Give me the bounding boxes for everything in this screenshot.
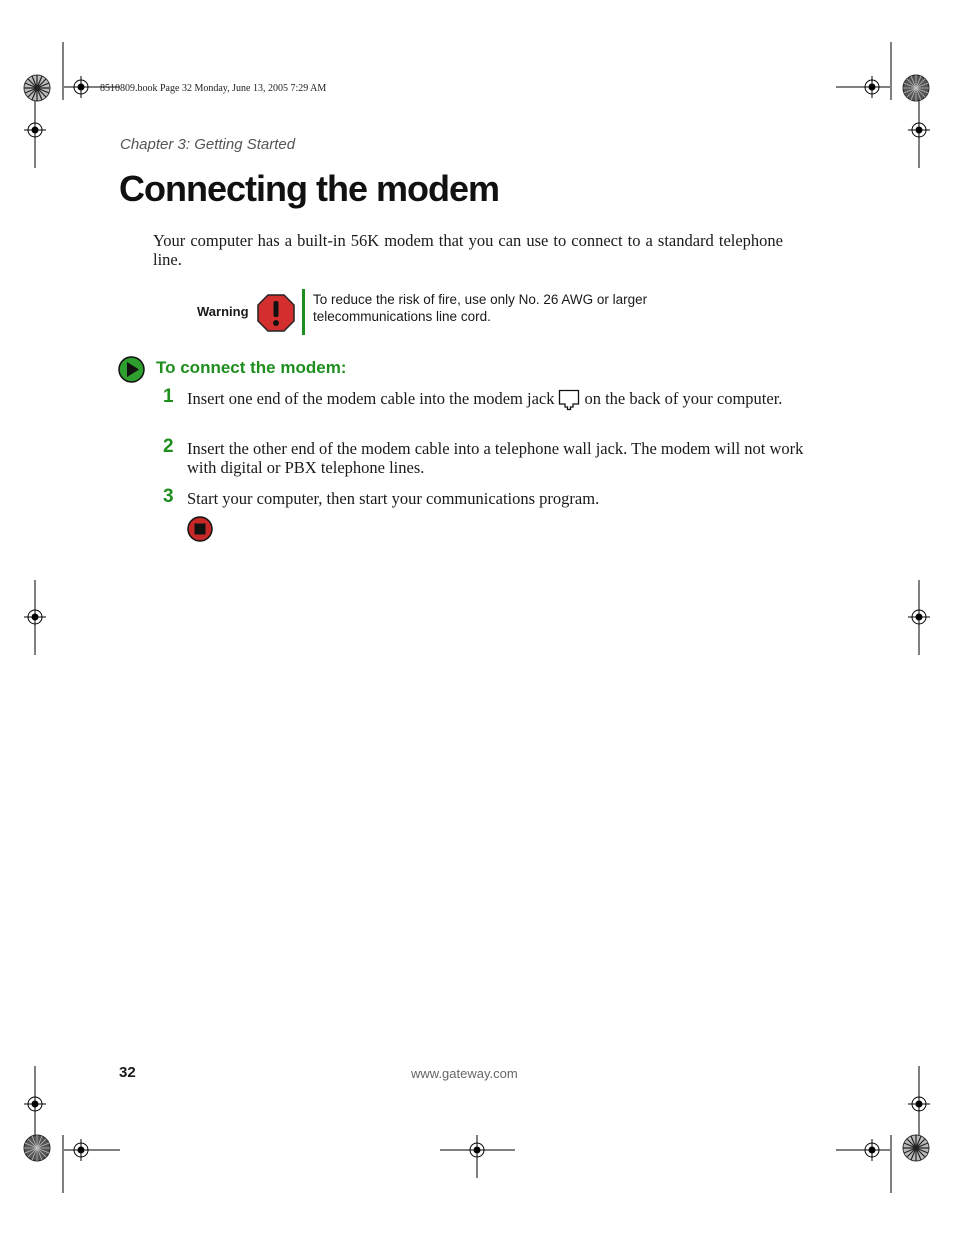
procedure-heading: To connect the modem: xyxy=(156,358,347,377)
stop-icon xyxy=(187,516,213,542)
step-text: Insert the other end of the modem cable into a telephone wall jack. The modem will not work with digital or PBX telephone lines. xyxy=(187,439,804,477)
warning-text: To reduce the risk of fire, use only No. 26 AWG or larger telecommunications line cord. xyxy=(313,292,648,324)
arrow-right-icon xyxy=(118,356,145,383)
warning-divider xyxy=(302,289,305,335)
step-number: 3 xyxy=(163,486,174,507)
warning-label: Warning xyxy=(197,304,249,319)
step-text: Start your computer, then start your communications program. xyxy=(187,489,600,508)
step-number: 1 xyxy=(163,386,174,407)
modem-jack-icon xyxy=(558,389,580,411)
footer-url: www.gateway.com xyxy=(411,1066,518,1081)
page-number: 32 xyxy=(119,1064,136,1081)
step-number: 2 xyxy=(163,436,174,457)
chapter-header: Chapter 3: Getting Started xyxy=(120,136,296,153)
intro-paragraph: Your computer has a built-in 56K modem that you can use to connect to a standard telephone line. xyxy=(153,231,783,269)
step-text-after: on the back of your computer. xyxy=(584,389,783,408)
step-text xyxy=(187,389,805,411)
print-slug: 8510809.book Page 32 Monday, June 13, 2005 7:29 AM xyxy=(100,83,327,94)
warning-icon xyxy=(257,294,295,332)
step-text-before: Insert one end of the modem cable into the modem jack xyxy=(187,389,555,408)
page-title: Connecting the modem xyxy=(119,168,500,209)
